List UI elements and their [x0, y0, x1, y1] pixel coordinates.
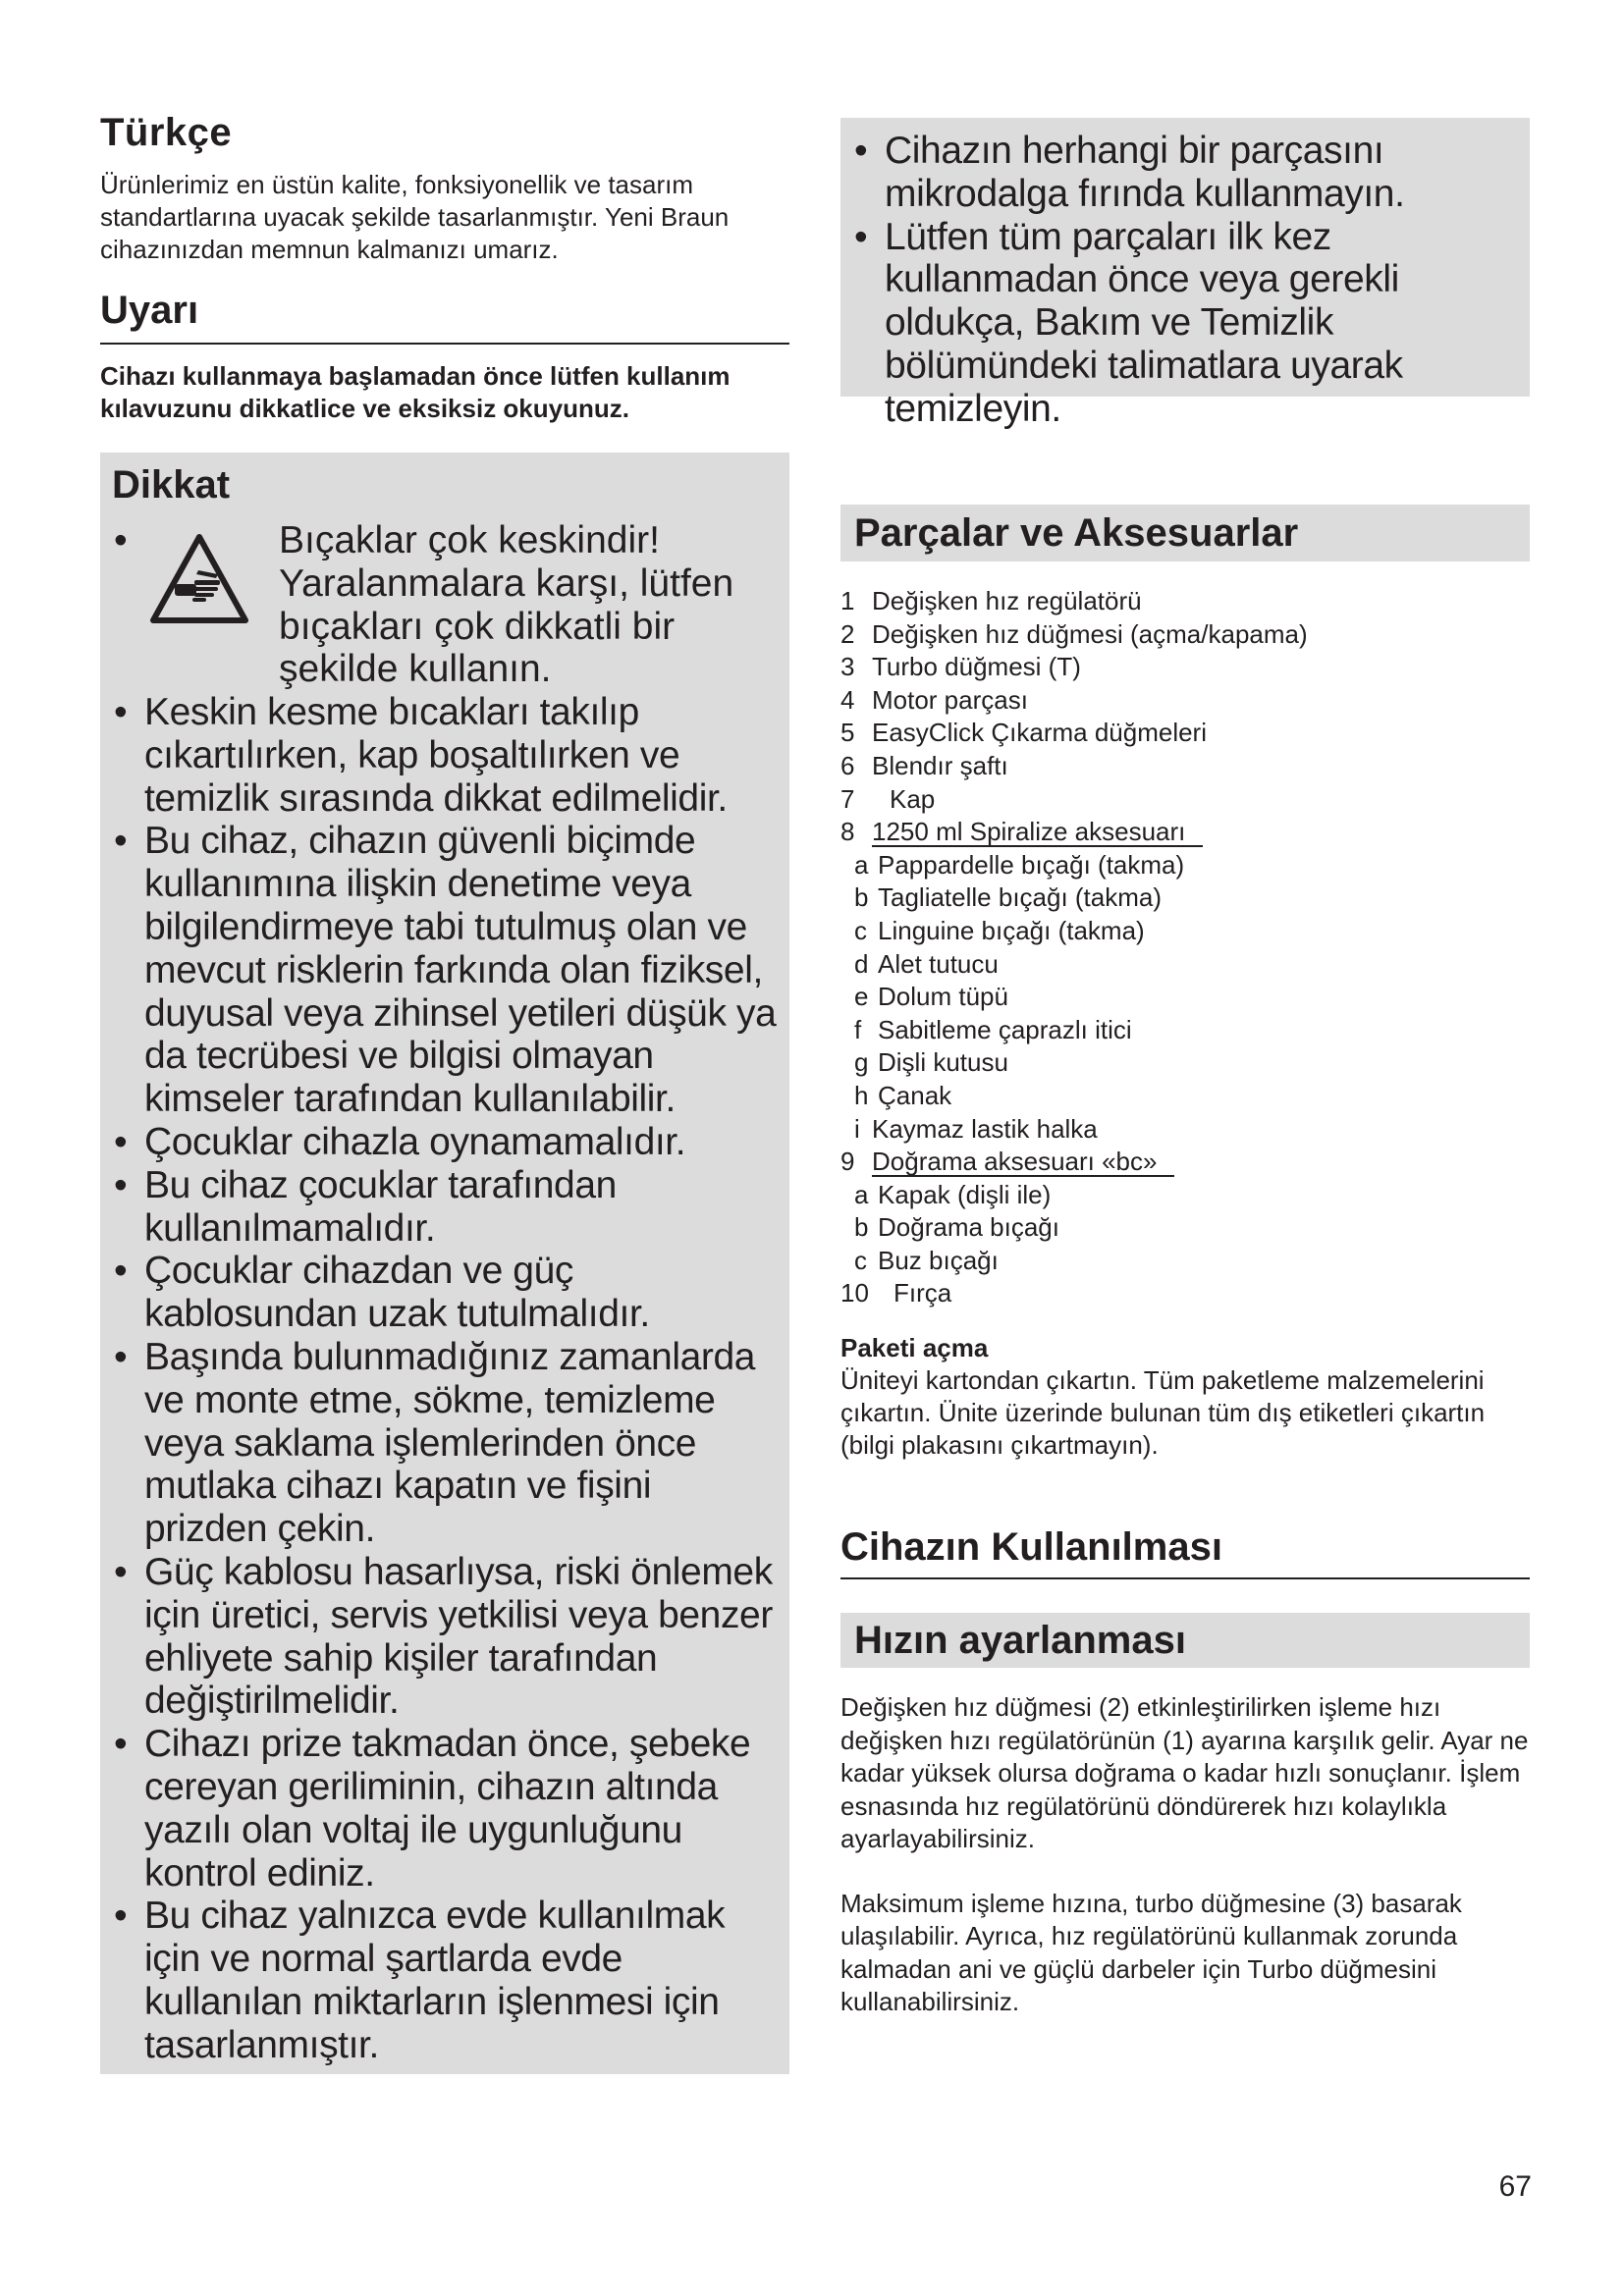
sub-part-item: c Buz bıçağı	[854, 1245, 999, 1275]
page-number: 67	[1498, 2170, 1532, 2203]
list-item: • Güç kablosu hasarlıysa, riski önlemek için üretici, servis yetkilisi veya benzer ehliyete sahip kişiler tarafından değiştirilmelidir.	[112, 1551, 780, 1723]
caution-list	[112, 691, 780, 2067]
sub-part-item: c Linguine bıçağı (takma)	[854, 915, 1145, 945]
list-item: • Keskin kesme bıcakları takılıp cıkartılırken, kap boşaltılırken ve temizlik sırasında dikkat edilmelidir.	[112, 691, 780, 820]
list-item: • Bu cihaz çocuklar tarafından kullanılmamalıdır.	[112, 1164, 780, 1251]
unpacking-heading: Paketi açma	[840, 1333, 989, 1363]
sub-part-item: e Dolum tüpü	[854, 982, 1008, 1012]
unpacking-text: Üniteyi kartondan çıkartın. Tüm paketleme malzemelerini çıkartın. Ünite üzerinde bulunan tüm dış etiketleri çıkartın (bilgi plakasını çıkartmayın).	[840, 1365, 1486, 1461]
speed-paragraph-1: Değişken hız düğmesi (2) etkinleştirilirken işleme hızı değişken hızı regülatörünün (1) ayarına karşılık gelir. Ayar ne kadar yüksek olursa doğrama o kadar hızlı sonuçlanır. İşlem esnasında hız regülatörünü döndürerek hızı kolaylıkla ayarlayabilirsiniz.	[840, 1692, 1529, 1854]
sub-part-item: d Alet tutucu	[854, 948, 999, 979]
list-item: • Çocuklar cihazdan ve güç kablosundan uzak tutulmalıdır.	[112, 1250, 780, 1336]
bullet: •	[114, 519, 128, 561]
sub-part-item: b Tagliatelle bıçağı (takma)	[854, 882, 1163, 913]
intro-paragraph: Ürünlerimiz en üstün kalite, fonksiyonellik ve tasarım standartlarına uyacak şekilde tasarlanmıştır. Yeni Braun cihazınızdan memnun kalmanızı umarız.	[100, 170, 730, 264]
caution-title: Dikkat	[112, 463, 231, 507]
sub-part-item: f Sabitleme çaprazlı itici	[854, 1014, 1132, 1044]
sub-part-item: g Dişli kutusu	[854, 1047, 1008, 1078]
sub-part-item: a Kapak (dişli ile)	[854, 1179, 1052, 1209]
sub-part-item: i Kaymaz lastik halka	[854, 1113, 1098, 1144]
sub-part-item: a Pappardelle bıçağı (takma)	[854, 849, 1185, 880]
warning-text: Cihazı kullanmaya başlamadan önce lütfen kullanım kılavuzunu dikkatlice ve eksiksiz okuyunuz.	[100, 361, 731, 423]
list-item: • Cihazın herhangi bir parçasını mikrodalga fırında kullanmayın.	[852, 130, 1516, 216]
sub-part-item: h Çanak	[854, 1080, 952, 1110]
right-column	[840, 118, 1530, 2019]
speed-paragraph-2: Maksimum işleme hızına, turbo düğmesine (3) basarak ulaşılabilir. Ayrıca, hız regülatörünü kullanmak zorunda kalmadan ani ve güçlü darbeler için Turbo düğmesini kullanabilirsiniz.	[840, 1888, 1462, 2017]
list-item: • Bu cihaz, cihazın güvenli biçimde kullanımına ilişkin denetime veya bilgilendirmeye tabi tutulmuş olan ve mevcut risklerin farkında olan fiziksel, duyusal veya zihinsel yetileri düşük ya da tecrübesi ve bilgisi olmayan kimseler tarafından kullanılabilir.	[112, 820, 780, 1121]
part-item: 3 Turbo düğmesi (T)	[840, 652, 1081, 682]
part-item: 1 Değişken hız regülatörü	[840, 586, 1142, 615]
knife-warning-icon	[149, 533, 249, 625]
speed-heading: Hızın ayarlanması	[840, 1613, 1530, 1668]
part-item: 6 Blendır şaftı	[840, 750, 1008, 780]
caution-box-continued	[840, 118, 1530, 430]
part-item: 2 Değişken hız düğmesi (açma/kapama)	[840, 618, 1308, 649]
usage-heading: Cihazın Kullanılması	[840, 1522, 1530, 1579]
caution-item-knives	[112, 519, 780, 691]
part-item: 10 Fırça	[840, 1278, 952, 1308]
left-column	[100, 108, 789, 2074]
parts-list	[840, 585, 1530, 1310]
list-item: • Cihazı prize takmadan önce, şebeke cereyan geriliminin, cihazın altında yazılı olan voltaj ile uygunluğunu kontrol ediniz.	[112, 1723, 780, 1895]
list-item: • Çocuklar cihazla oynamamalıdır.	[112, 1121, 780, 1164]
list-item: • Bu cihaz yalnızca evde kullanılmak için ve normal şartlarda evde kullanılan miktarların işlenmesi için tasarlanmıştır.	[112, 1895, 780, 2066]
part-item: 4 Motor parçası	[840, 684, 1028, 715]
language-title: Türkçe	[100, 111, 233, 154]
parts-heading: Parçalar ve Aksesuarlar	[840, 505, 1530, 561]
caution-item-text: Bıçaklar çok keskindir! Yaralanmalara karşı, lütfen bıçakları çok dikkatli bir şekilde kullanın.	[279, 519, 734, 691]
list-item: • Lütfen tüm parçaları ilk kez kullanmadan önce veya gerekli oldukça, Bakım ve Temizlik bölümündeki talimatlara uyarak temizleyin.	[852, 216, 1516, 431]
part-item: 8 1250 ml Spiralize aksesuarı	[840, 816, 1530, 849]
warning-heading: Uyarı	[100, 286, 789, 345]
part-item: 7 Kap	[840, 783, 936, 814]
list-item: • Başında bulunmadığınız zamanlarda ve monte etme, sökme, temizleme veya saklama işlemlerinden önce mutlaka cihazı kapatın ve fişini prizden çekin.	[112, 1336, 780, 1551]
caution-list-continued	[852, 130, 1516, 431]
part-item: 5 EasyClick Çıkarma düğmeleri	[840, 718, 1207, 748]
caution-box	[100, 453, 789, 2074]
sub-part-item: b Doğrama bıçağı	[854, 1212, 1059, 1243]
part-item: 9 Doğrama aksesuarı «bc»	[840, 1146, 1530, 1179]
